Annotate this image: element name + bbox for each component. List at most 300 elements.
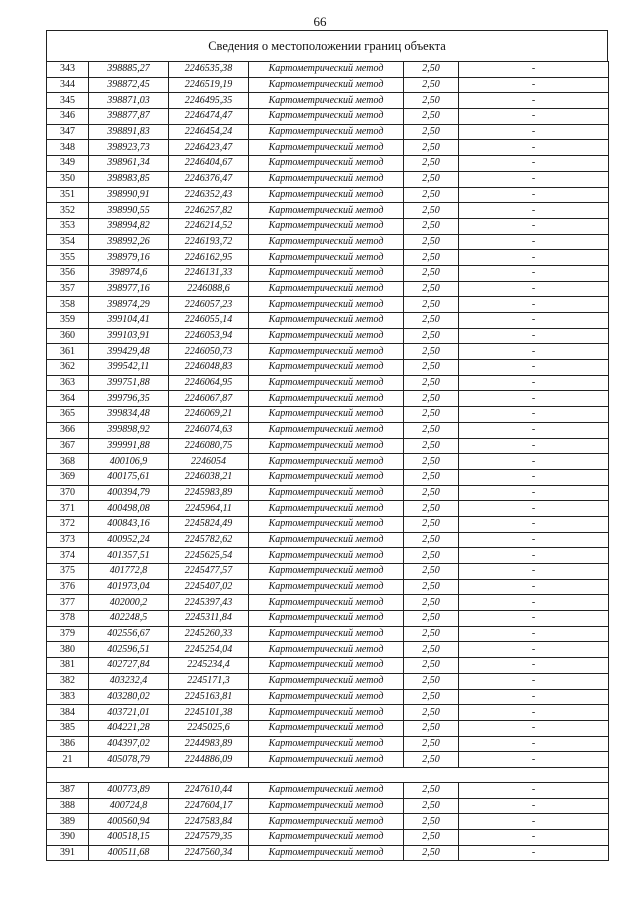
x-coordinate-cell: 400952,24 <box>89 532 169 548</box>
x-coordinate-cell: 398891,83 <box>89 124 169 140</box>
table-row <box>47 611 609 627</box>
y-coordinate-cell: 2245025,6 <box>169 720 249 736</box>
y-coordinate-cell: 2246214,52 <box>169 218 249 234</box>
table-row <box>47 297 609 313</box>
method-cell: Картометрический метод <box>249 673 404 689</box>
y-coordinate-cell: 2246054 <box>169 454 249 470</box>
x-coordinate-cell: 400394,79 <box>89 485 169 501</box>
x-coordinate-cell: 400518,15 <box>89 830 169 846</box>
accuracy-cell: 2,50 <box>404 798 459 814</box>
method-cell: Картометрический метод <box>249 438 404 454</box>
method-cell: Картометрический метод <box>249 548 404 564</box>
x-coordinate-cell: 401772,8 <box>89 564 169 580</box>
method-cell: Картометрический метод <box>249 328 404 344</box>
table-row <box>47 250 609 266</box>
method-cell: Картометрический метод <box>249 62 404 78</box>
y-coordinate-cell: 2246069,21 <box>169 407 249 423</box>
x-coordinate-cell: 400773,89 <box>89 782 169 798</box>
table-row <box>47 673 609 689</box>
y-coordinate-cell: 2246080,75 <box>169 438 249 454</box>
note-cell: - <box>459 469 609 485</box>
accuracy-cell: 2,50 <box>404 156 459 172</box>
y-coordinate-cell: 2246376,47 <box>169 171 249 187</box>
x-coordinate-cell: 399898,92 <box>89 422 169 438</box>
y-coordinate-cell: 2245171,3 <box>169 673 249 689</box>
table-row <box>47 391 609 407</box>
accuracy-cell: 2,50 <box>404 93 459 109</box>
y-coordinate-cell: 2246088,6 <box>169 281 249 297</box>
note-cell: - <box>459 782 609 798</box>
method-cell: Картометрический метод <box>249 422 404 438</box>
note-cell: - <box>459 93 609 109</box>
accuracy-cell: 2,50 <box>404 454 459 470</box>
table-row <box>47 626 609 642</box>
point-number-cell: 368 <box>47 454 89 470</box>
page-number: 66 <box>313 14 327 29</box>
accuracy-cell: 2,50 <box>404 218 459 234</box>
y-coordinate-cell: 2246048,83 <box>169 360 249 376</box>
x-coordinate-cell: 398974,6 <box>89 265 169 281</box>
accuracy-cell: 2,50 <box>404 124 459 140</box>
y-coordinate-cell: 2245407,02 <box>169 579 249 595</box>
point-number-cell: 352 <box>47 203 89 219</box>
method-cell: Картометрический метод <box>249 391 404 407</box>
y-coordinate-cell: 2245311,84 <box>169 611 249 627</box>
y-coordinate-cell: 2246454,24 <box>169 124 249 140</box>
y-coordinate-cell: 2244983,89 <box>169 736 249 752</box>
method-cell: Картометрический метод <box>249 642 404 658</box>
accuracy-cell: 2,50 <box>404 265 459 281</box>
x-coordinate-cell: 400511,68 <box>89 845 169 861</box>
point-number-cell: 346 <box>47 109 89 125</box>
method-cell: Картометрический метод <box>249 782 404 798</box>
gap-cell <box>47 767 609 782</box>
note-cell: - <box>459 360 609 376</box>
point-number-cell: 364 <box>47 391 89 407</box>
y-coordinate-cell: 2245782,62 <box>169 532 249 548</box>
accuracy-cell: 2,50 <box>404 328 459 344</box>
note-cell: - <box>459 297 609 313</box>
y-coordinate-cell: 2246193,72 <box>169 234 249 250</box>
x-coordinate-cell: 399796,35 <box>89 391 169 407</box>
note-cell: - <box>459 422 609 438</box>
table-row <box>47 124 609 140</box>
note-cell: - <box>459 187 609 203</box>
point-number-cell: 355 <box>47 250 89 266</box>
accuracy-cell: 2,50 <box>404 360 459 376</box>
point-number-cell: 375 <box>47 564 89 580</box>
note-cell: - <box>459 313 609 329</box>
note-cell: - <box>459 375 609 391</box>
method-cell: Картометрический метод <box>249 830 404 846</box>
table-row <box>47 564 609 580</box>
method-cell: Картометрический метод <box>249 798 404 814</box>
table-row <box>47 595 609 611</box>
method-cell: Картометрический метод <box>249 564 404 580</box>
accuracy-cell: 2,50 <box>404 203 459 219</box>
note-cell: - <box>459 391 609 407</box>
method-cell: Картометрический метод <box>249 454 404 470</box>
accuracy-cell: 2,50 <box>404 736 459 752</box>
table-row <box>47 579 609 595</box>
x-coordinate-cell: 400724,8 <box>89 798 169 814</box>
method-cell: Картометрический метод <box>249 156 404 172</box>
accuracy-cell: 2,50 <box>404 187 459 203</box>
x-coordinate-cell: 398990,91 <box>89 187 169 203</box>
note-cell: - <box>459 564 609 580</box>
note-cell: - <box>459 845 609 861</box>
accuracy-cell: 2,50 <box>404 109 459 125</box>
y-coordinate-cell: 2247583,84 <box>169 814 249 830</box>
x-coordinate-cell: 400106,9 <box>89 454 169 470</box>
x-coordinate-cell: 401357,51 <box>89 548 169 564</box>
y-coordinate-cell: 2246257,82 <box>169 203 249 219</box>
note-cell: - <box>459 438 609 454</box>
point-number-cell: 387 <box>47 782 89 798</box>
table-row <box>47 109 609 125</box>
point-number-cell: 376 <box>47 579 89 595</box>
table-row <box>47 642 609 658</box>
note-cell: - <box>459 328 609 344</box>
y-coordinate-cell: 2246131,33 <box>169 265 249 281</box>
point-number-cell: 349 <box>47 156 89 172</box>
x-coordinate-cell: 404221,28 <box>89 720 169 736</box>
method-cell: Картометрический метод <box>249 187 404 203</box>
table-row <box>47 782 609 798</box>
method-cell: Картометрический метод <box>249 516 404 532</box>
y-coordinate-cell: 2246074,63 <box>169 422 249 438</box>
point-number-cell: 350 <box>47 171 89 187</box>
method-cell: Картометрический метод <box>249 689 404 705</box>
note-cell: - <box>459 705 609 721</box>
x-coordinate-cell: 399834,48 <box>89 407 169 423</box>
method-cell: Картометрический метод <box>249 407 404 423</box>
boundary-table <box>46 61 609 861</box>
x-coordinate-cell: 398885,27 <box>89 62 169 78</box>
note-cell: - <box>459 407 609 423</box>
table-body <box>47 62 609 861</box>
table-row <box>47 658 609 674</box>
y-coordinate-cell: 2246053,94 <box>169 328 249 344</box>
accuracy-cell: 2,50 <box>404 250 459 266</box>
point-number-cell: 370 <box>47 485 89 501</box>
note-cell: - <box>459 218 609 234</box>
point-number-cell: 344 <box>47 77 89 93</box>
x-coordinate-cell: 399429,48 <box>89 344 169 360</box>
accuracy-cell: 2,50 <box>404 422 459 438</box>
x-coordinate-cell: 398974,29 <box>89 297 169 313</box>
note-cell: - <box>459 485 609 501</box>
point-number-cell: 356 <box>47 265 89 281</box>
method-cell: Картометрический метод <box>249 752 404 768</box>
note-cell: - <box>459 642 609 658</box>
point-number-cell: 351 <box>47 187 89 203</box>
method-cell: Картометрический метод <box>249 297 404 313</box>
note-cell: - <box>459 532 609 548</box>
table-row <box>47 516 609 532</box>
point-number-cell: 374 <box>47 548 89 564</box>
accuracy-cell: 2,50 <box>404 171 459 187</box>
y-coordinate-cell: 2245397,43 <box>169 595 249 611</box>
y-coordinate-cell: 2247579,35 <box>169 830 249 846</box>
point-number-cell: 358 <box>47 297 89 313</box>
table-row <box>47 532 609 548</box>
table-row <box>47 438 609 454</box>
point-number-cell: 385 <box>47 720 89 736</box>
point-number-cell: 381 <box>47 658 89 674</box>
point-number-cell: 373 <box>47 532 89 548</box>
table-row <box>47 736 609 752</box>
y-coordinate-cell: 2245254,04 <box>169 642 249 658</box>
note-cell: - <box>459 548 609 564</box>
accuracy-cell: 2,50 <box>404 516 459 532</box>
method-cell: Картометрический метод <box>249 265 404 281</box>
accuracy-cell: 2,50 <box>404 564 459 580</box>
method-cell: Картометрический метод <box>249 611 404 627</box>
accuracy-cell: 2,50 <box>404 752 459 768</box>
method-cell: Картометрический метод <box>249 344 404 360</box>
note-cell: - <box>459 501 609 517</box>
y-coordinate-cell: 2245163,81 <box>169 689 249 705</box>
table-row <box>47 93 609 109</box>
method-cell: Картометрический метод <box>249 313 404 329</box>
point-number-cell: 390 <box>47 830 89 846</box>
table-row <box>47 407 609 423</box>
x-coordinate-cell: 402556,67 <box>89 626 169 642</box>
accuracy-cell: 2,50 <box>404 658 459 674</box>
method-cell: Картометрический метод <box>249 626 404 642</box>
y-coordinate-cell: 2246057,23 <box>169 297 249 313</box>
y-coordinate-cell: 2247610,44 <box>169 782 249 798</box>
accuracy-cell: 2,50 <box>404 77 459 93</box>
point-number-cell: 359 <box>47 313 89 329</box>
method-cell: Картометрический метод <box>249 485 404 501</box>
method-cell: Картометрический метод <box>249 140 404 156</box>
accuracy-cell: 2,50 <box>404 720 459 736</box>
note-cell: - <box>459 689 609 705</box>
point-number-cell: 372 <box>47 516 89 532</box>
accuracy-cell: 2,50 <box>404 391 459 407</box>
table-row <box>47 798 609 814</box>
method-cell: Картометрический метод <box>249 218 404 234</box>
point-number-cell: 371 <box>47 501 89 517</box>
x-coordinate-cell: 402248,5 <box>89 611 169 627</box>
table-row <box>47 752 609 768</box>
point-number-cell: 345 <box>47 93 89 109</box>
y-coordinate-cell: 2246474,47 <box>169 109 249 125</box>
x-coordinate-cell: 398977,16 <box>89 281 169 297</box>
accuracy-cell: 2,50 <box>404 140 459 156</box>
point-number-cell: 360 <box>47 328 89 344</box>
accuracy-cell: 2,50 <box>404 579 459 595</box>
table-row <box>47 360 609 376</box>
note-cell: - <box>459 611 609 627</box>
accuracy-cell: 2,50 <box>404 782 459 798</box>
note-cell: - <box>459 752 609 768</box>
table-row <box>47 234 609 250</box>
table-row <box>47 469 609 485</box>
accuracy-cell: 2,50 <box>404 532 459 548</box>
method-cell: Картометрический метод <box>249 77 404 93</box>
method-cell: Картометрический метод <box>249 375 404 391</box>
note-cell: - <box>459 736 609 752</box>
method-cell: Картометрический метод <box>249 736 404 752</box>
x-coordinate-cell: 398877,87 <box>89 109 169 125</box>
x-coordinate-cell: 399751,88 <box>89 375 169 391</box>
note-cell: - <box>459 281 609 297</box>
y-coordinate-cell: 2247560,34 <box>169 845 249 861</box>
point-number-cell: 383 <box>47 689 89 705</box>
y-coordinate-cell: 2244886,09 <box>169 752 249 768</box>
x-coordinate-cell: 402000,2 <box>89 595 169 611</box>
table-row <box>47 171 609 187</box>
point-number-cell: 384 <box>47 705 89 721</box>
x-coordinate-cell: 405078,79 <box>89 752 169 768</box>
table-row <box>47 375 609 391</box>
note-cell: - <box>459 77 609 93</box>
x-coordinate-cell: 400560,94 <box>89 814 169 830</box>
accuracy-cell: 2,50 <box>404 234 459 250</box>
table-row <box>47 187 609 203</box>
note-cell: - <box>459 720 609 736</box>
x-coordinate-cell: 403721,01 <box>89 705 169 721</box>
accuracy-cell: 2,50 <box>404 642 459 658</box>
table-row <box>47 265 609 281</box>
table-row <box>47 501 609 517</box>
note-cell: - <box>459 454 609 470</box>
x-coordinate-cell: 403280,02 <box>89 689 169 705</box>
y-coordinate-cell: 2246067,87 <box>169 391 249 407</box>
note-cell: - <box>459 140 609 156</box>
accuracy-cell: 2,50 <box>404 595 459 611</box>
x-coordinate-cell: 401973,04 <box>89 579 169 595</box>
y-coordinate-cell: 2246352,43 <box>169 187 249 203</box>
method-cell: Картометрический метод <box>249 469 404 485</box>
x-coordinate-cell: 398872,45 <box>89 77 169 93</box>
method-cell: Картометрический метод <box>249 532 404 548</box>
point-number-cell: 343 <box>47 62 89 78</box>
point-number-cell: 367 <box>47 438 89 454</box>
y-coordinate-cell: 2245234,4 <box>169 658 249 674</box>
point-number-cell: 388 <box>47 798 89 814</box>
x-coordinate-cell: 398961,34 <box>89 156 169 172</box>
point-number-cell: 379 <box>47 626 89 642</box>
y-coordinate-cell: 2245964,11 <box>169 501 249 517</box>
point-number-cell: 348 <box>47 140 89 156</box>
y-coordinate-cell: 2246050,73 <box>169 344 249 360</box>
table-row <box>47 140 609 156</box>
x-coordinate-cell: 399104,41 <box>89 313 169 329</box>
y-coordinate-cell: 2245824,49 <box>169 516 249 532</box>
x-coordinate-cell: 404397,02 <box>89 736 169 752</box>
method-cell: Картометрический метод <box>249 845 404 861</box>
note-cell: - <box>459 250 609 266</box>
table-row <box>47 422 609 438</box>
method-cell: Картометрический метод <box>249 234 404 250</box>
accuracy-cell: 2,50 <box>404 407 459 423</box>
x-coordinate-cell: 398871,03 <box>89 93 169 109</box>
note-cell: - <box>459 234 609 250</box>
table-row <box>47 203 609 219</box>
note-cell: - <box>459 798 609 814</box>
x-coordinate-cell: 398979,16 <box>89 250 169 266</box>
x-coordinate-cell: 398992,26 <box>89 234 169 250</box>
note-cell: - <box>459 344 609 360</box>
point-number-cell: 361 <box>47 344 89 360</box>
point-number-cell: 378 <box>47 611 89 627</box>
method-cell: Картометрический метод <box>249 171 404 187</box>
accuracy-cell: 2,50 <box>404 845 459 861</box>
point-number-cell: 380 <box>47 642 89 658</box>
note-cell: - <box>459 579 609 595</box>
y-coordinate-cell: 2245260,33 <box>169 626 249 642</box>
y-coordinate-cell: 2246038,21 <box>169 469 249 485</box>
note-cell: - <box>459 658 609 674</box>
accuracy-cell: 2,50 <box>404 438 459 454</box>
y-coordinate-cell: 2245477,57 <box>169 564 249 580</box>
table-row <box>47 77 609 93</box>
table-row <box>47 328 609 344</box>
accuracy-cell: 2,50 <box>404 62 459 78</box>
point-number-cell: 389 <box>47 814 89 830</box>
method-cell: Картометрический метод <box>249 109 404 125</box>
point-number-cell: 377 <box>47 595 89 611</box>
method-cell: Картометрический метод <box>249 281 404 297</box>
boundary-table-sheet <box>46 30 608 861</box>
accuracy-cell: 2,50 <box>404 344 459 360</box>
point-number-cell: 362 <box>47 360 89 376</box>
x-coordinate-cell: 403232,4 <box>89 673 169 689</box>
y-coordinate-cell: 2245101,38 <box>169 705 249 721</box>
table-row <box>47 689 609 705</box>
note-cell: - <box>459 516 609 532</box>
table-row <box>47 830 609 846</box>
point-number-cell: 391 <box>47 845 89 861</box>
x-coordinate-cell: 399103,91 <box>89 328 169 344</box>
point-number-cell: 386 <box>47 736 89 752</box>
table-row <box>47 156 609 172</box>
point-number-cell: 347 <box>47 124 89 140</box>
method-cell: Картометрический метод <box>249 250 404 266</box>
note-cell: - <box>459 62 609 78</box>
y-coordinate-cell: 2245983,89 <box>169 485 249 501</box>
y-coordinate-cell: 2246055,14 <box>169 313 249 329</box>
point-number-cell: 366 <box>47 422 89 438</box>
y-coordinate-cell: 2246423,47 <box>169 140 249 156</box>
method-cell: Картометрический метод <box>249 360 404 376</box>
method-cell: Картометрический метод <box>249 501 404 517</box>
table-row <box>47 705 609 721</box>
method-cell: Картометрический метод <box>249 705 404 721</box>
note-cell: - <box>459 109 609 125</box>
table-row <box>47 548 609 564</box>
x-coordinate-cell: 398994,82 <box>89 218 169 234</box>
table-title: Сведения о местоположении границ объекта <box>46 30 608 61</box>
table-row <box>47 485 609 501</box>
y-coordinate-cell: 2246064,95 <box>169 375 249 391</box>
accuracy-cell: 2,50 <box>404 297 459 313</box>
method-cell: Картометрический метод <box>249 203 404 219</box>
method-cell: Картометрический метод <box>249 595 404 611</box>
x-coordinate-cell: 398923,73 <box>89 140 169 156</box>
point-number-cell: 382 <box>47 673 89 689</box>
point-number-cell: 369 <box>47 469 89 485</box>
point-number-cell: 357 <box>47 281 89 297</box>
accuracy-cell: 2,50 <box>404 313 459 329</box>
table-gap-row <box>47 767 609 782</box>
note-cell: - <box>459 673 609 689</box>
accuracy-cell: 2,50 <box>404 705 459 721</box>
